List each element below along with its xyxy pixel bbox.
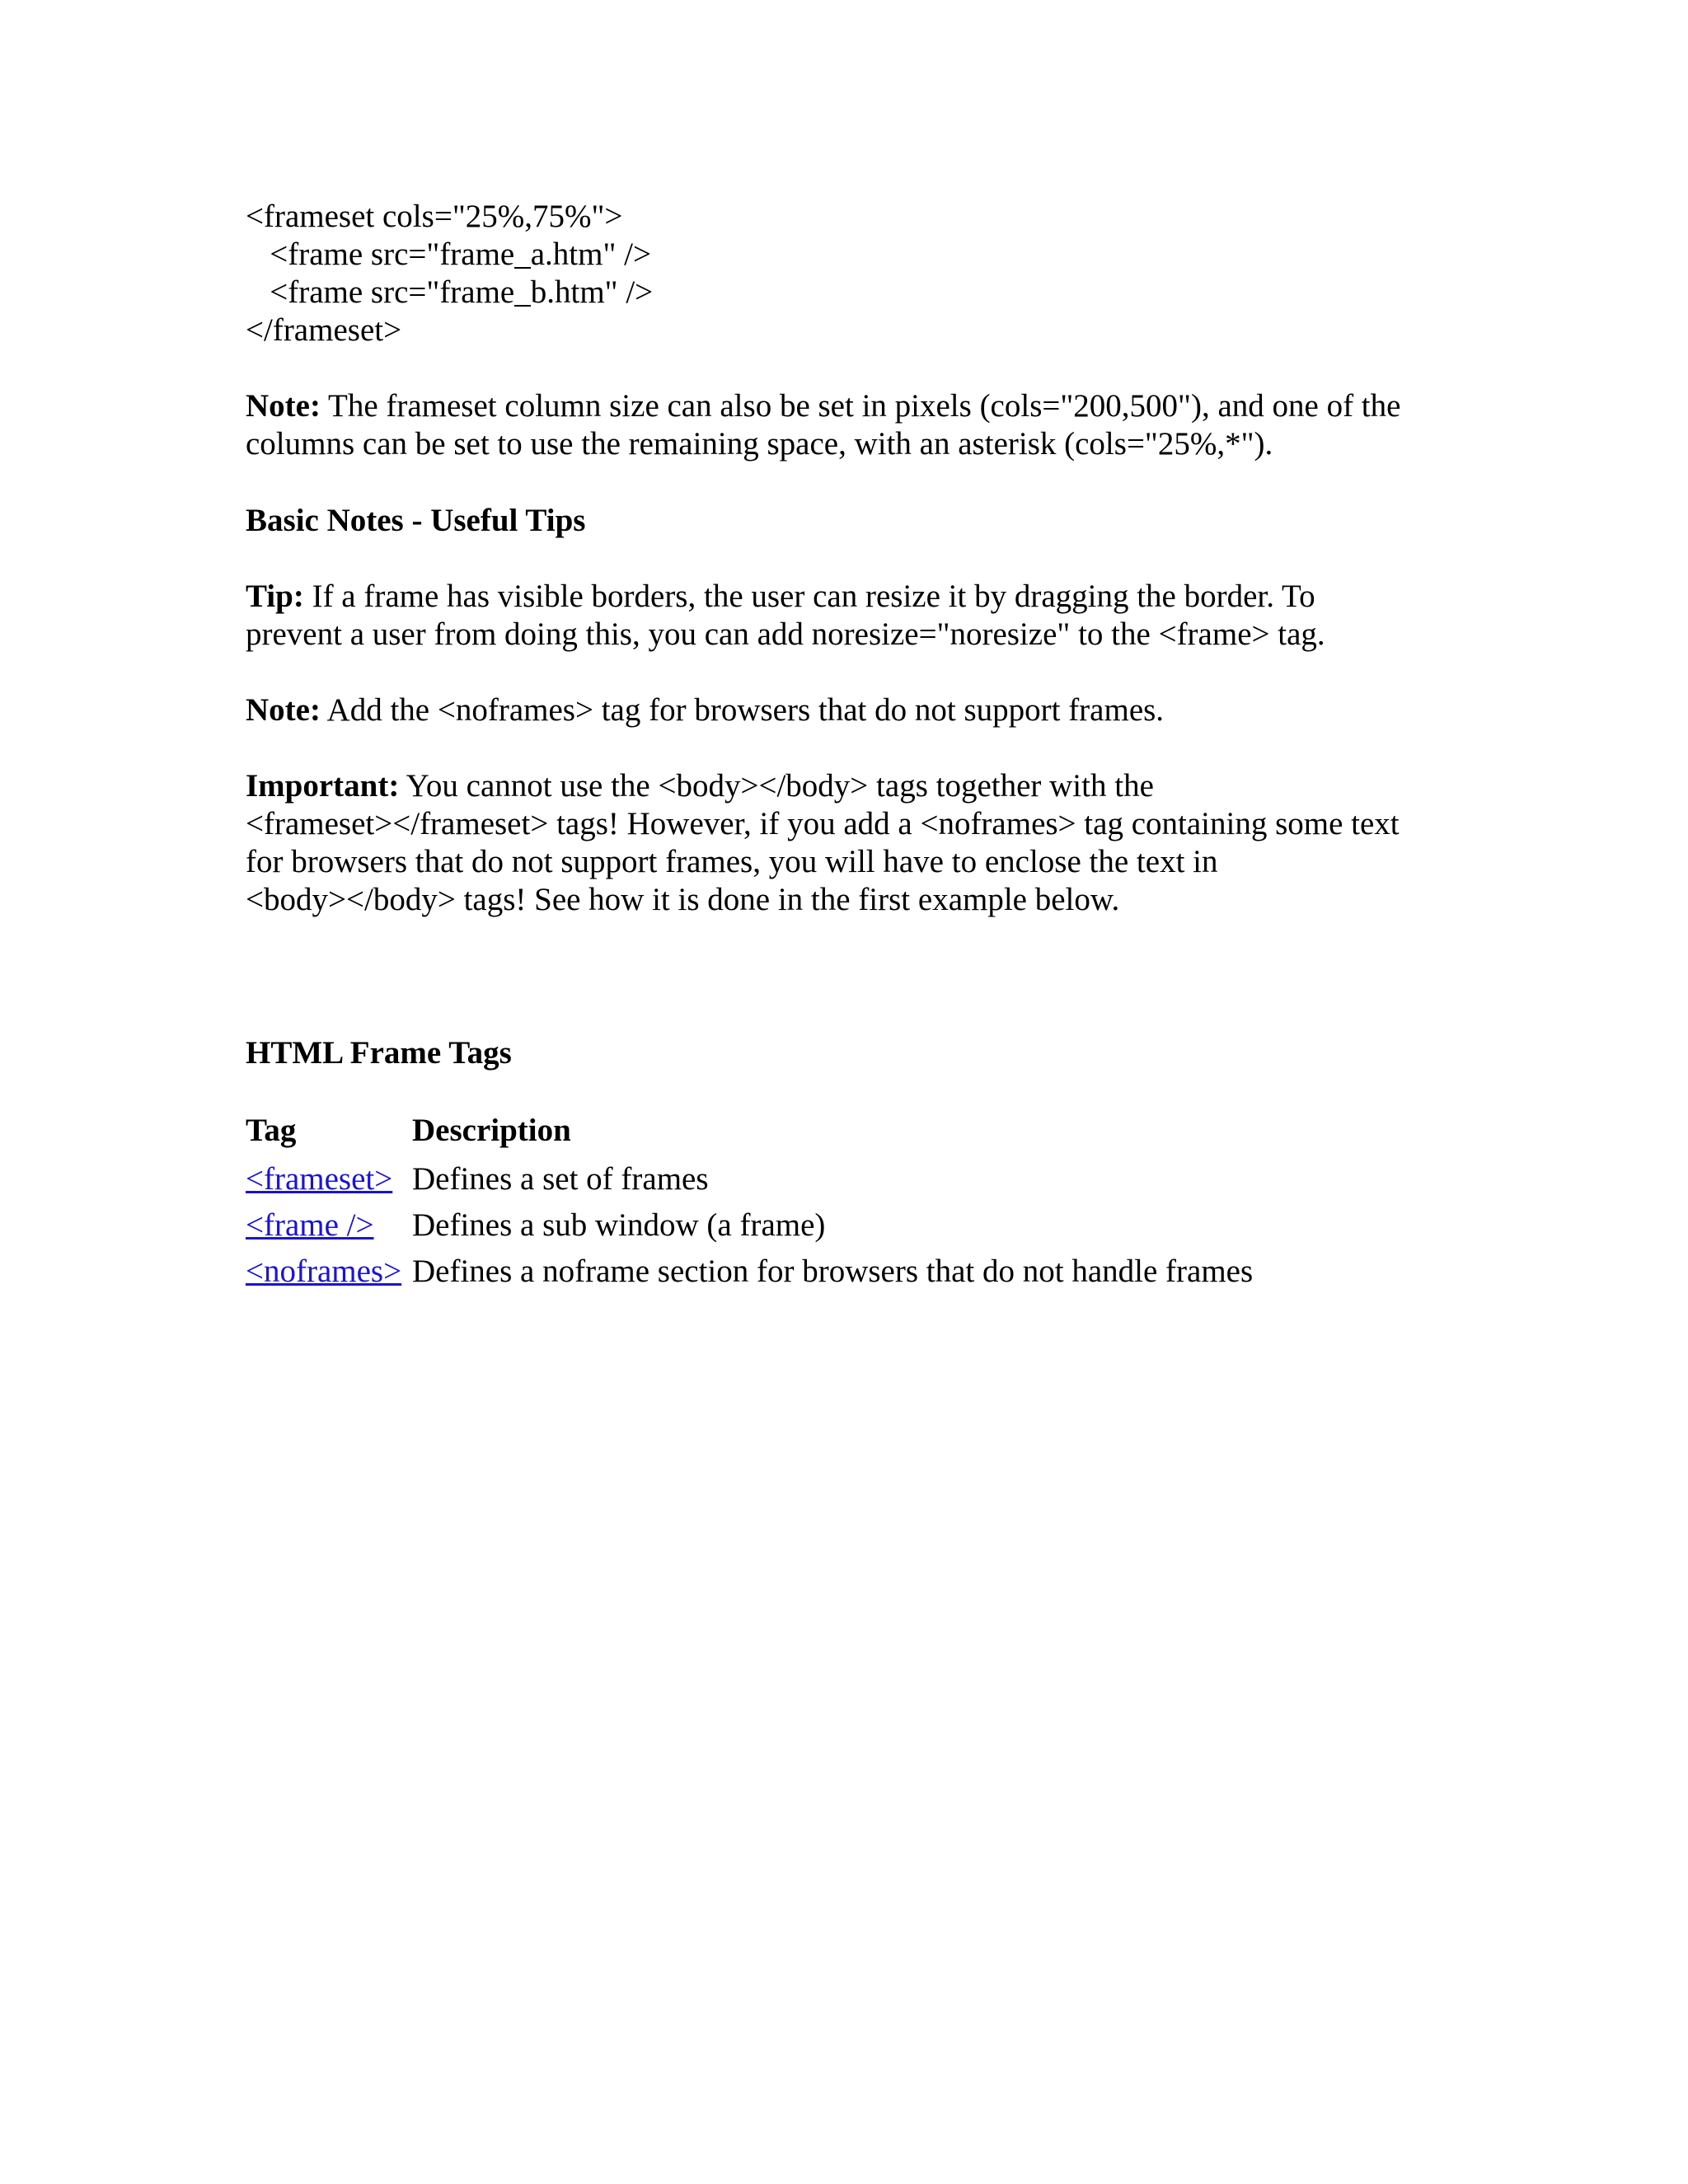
important-text: You cannot use the <body></body> tags together with the bbox=[399, 768, 1154, 804]
tip-text: prevent a user from doing this, you can add noresize="noresize" to the <frame> tag. bbox=[246, 616, 1325, 652]
important-text: for browsers that do not support frames, you will have to enclose the text in bbox=[246, 844, 1218, 879]
code-line: <frame src="frame_b.htm" /> bbox=[246, 274, 654, 310]
code-line: </frameset> bbox=[246, 312, 402, 348]
important-body-tags bbox=[246, 767, 1482, 919]
section-heading-frame-tags: HTML Frame Tags bbox=[246, 1035, 512, 1071]
table-row bbox=[246, 1249, 1253, 1295]
important-text: <frameset></frameset> tags! However, if you add a <noframes> tag containing some text bbox=[246, 806, 1400, 841]
frame-tags-table bbox=[246, 1105, 1253, 1295]
table-row bbox=[246, 1156, 1253, 1202]
tag-description: Defines a noframe section for browsers that do not handle frames bbox=[412, 1254, 1254, 1289]
tag-link-noframes[interactable]: <noframes> bbox=[246, 1254, 402, 1289]
note-label: Note: bbox=[246, 692, 321, 728]
code-line: <frameset cols="25%,75%"> bbox=[246, 199, 623, 234]
tip-resize bbox=[246, 578, 1482, 654]
tag-description: Defines a set of frames bbox=[412, 1161, 709, 1197]
important-label: Important: bbox=[246, 768, 400, 804]
table-row bbox=[246, 1202, 1253, 1249]
table-header-row bbox=[246, 1105, 1253, 1156]
note-text: columns can be set to use the remaining space, with an asterisk (cols="25%,*"). bbox=[246, 426, 1273, 462]
important-text: <body></body> tags! See how it is done in the first example below. bbox=[246, 882, 1120, 917]
tag-link-frame[interactable]: <frame /> bbox=[246, 1207, 374, 1243]
column-header-tag: Tag bbox=[246, 1113, 297, 1148]
note-noframes bbox=[246, 691, 1482, 729]
tag-description: Defines a sub window (a frame) bbox=[412, 1207, 826, 1243]
code-example bbox=[246, 198, 1482, 349]
code-line: <frame src="frame_a.htm" /> bbox=[246, 237, 651, 272]
tag-link-frameset[interactable]: <frameset> bbox=[246, 1161, 393, 1197]
note-label: Note: bbox=[246, 388, 321, 424]
note-frameset-size bbox=[246, 387, 1482, 463]
section-heading-tips: Basic Notes - Useful Tips bbox=[246, 503, 586, 538]
note-text: The frameset column size can also be set in pixels (cols="200,500"), and one of the bbox=[320, 388, 1401, 424]
tip-label: Tip: bbox=[246, 579, 304, 614]
column-header-description: Description bbox=[412, 1113, 571, 1148]
tip-text: If a frame has visible borders, the user can resize it by dragging the border. To bbox=[303, 579, 1315, 614]
note-text: Add the <noframes> tag for browsers that do not support frames. bbox=[320, 692, 1165, 728]
